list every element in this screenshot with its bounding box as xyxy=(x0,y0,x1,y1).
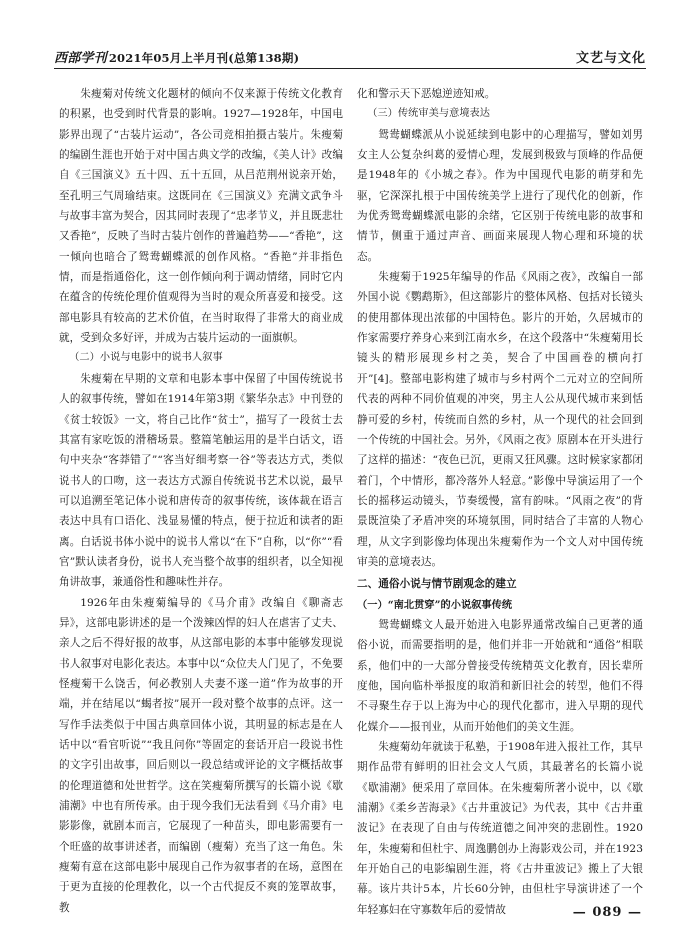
left-column xyxy=(59,84,343,918)
paragraph: 化和警示天下恶媳逆迹知戒。 xyxy=(357,88,496,100)
paragraph: 朱瘦菊在早期的文章和电影本事中保留了中国传统说书人的叙事传统，譬如在1914年第3期《繁华杂志》中刊登的《贫士较饭》一文，将自己比作“贫士”，描写了一段贫士去其富有家吃饭的滑稽场景。整篇笔触运用的是半白话文，语句中夹杂“客莽错了”“客当好细考察一谷”等表达方式，类似说书人的口吻，这一表达方式源自传统说书艺术以说，最早可以追溯至笔记体小说和唐传奇的叙事传统，该体裁在语言表达中具有口语化、浅显易懂的特点，便于拉近和读者的距离。白话说书体小说中的说书人常以“在下”自称，以“你”“看官”默认读者身份，说书人充当整个故事的组织者，以全知视角讲故事，兼通俗性和趣味性并存。 xyxy=(59,372,343,589)
paragraph: 鸳鸯蝴蝶派从小说延续到电影中的心理描写，譬如刘男女主人公复杂纠葛的爱情心理，发展到极致与顶峰的作品便是1948年的《小城之春》。作为中国现代电影的萌芽和先驱，它深深扎根于中国传统美学上进行了现代化的创新，作为优秀鸳鸯蝴蝶派电影的余绪，它区别于传统电影的故事和情节，侧重于通过声音、画面来展现人物心理和环境的状态。 xyxy=(357,128,643,263)
header-rule xyxy=(54,68,646,69)
subsection-heading: （三）传统审美与意境表达 xyxy=(367,108,491,120)
section-title: 文艺与文化 xyxy=(575,51,646,66)
subsection-heading: （一）“南北贯穿”的小说叙事传统 xyxy=(357,598,513,611)
subsection-heading: （二）小说与电影中的说书人叙事 xyxy=(69,352,223,364)
section-heading: 二、通俗小说与情节剧观念的建立 xyxy=(357,578,517,591)
paragraph: 朱瘦菊于1925年编导的作品《风雨之夜》，改编自一部外国小说《鹦鹉斯》，但这部影片的整体风格、包括对长镜头的使用都体现出浓郁的中国特色。影片的开始，久居城市的作家需要疗养身心来到江南水乡，在这个段落中“朱瘦菊用长镜头的精形展现乡村之美，契合了中国画卷的横向打开”[4]。整部电影构建了城市与乡村两个二元对立的空间所代表的两种不同价值观的冲突，男主人公从现代城市来到恬静可爱的乡村，传统而自然的乡村，从一个现代的社会回到一个传统的中国社会。另外，《风雨之夜》原剧本在开头进行了这样的描述：“夜色已沉，更雨又狂风骤。这时候家家都闭着门，个中情形，都冷落外人轻意。”影像中导演运用了一个长的摇移运动镜头，节奏缓慢，富有韵味。“风雨之夜”的背景既渲染了矛盾冲突的环境氛围，同时结合了丰富的人物心理，从文字到影像均体现出朱瘦菊作为一个文人对中国传统审美的意境表达。 xyxy=(357,271,643,568)
paragraph: 朱瘦菊幼年就读于私塾，于1908年进入报社工作，其早期作品带有鲜明的旧社会文人气质，其最著名的长篇小说《歇浦潮》便采用了章回体。在朱瘦菊所著小说中，以《歇浦潮》《柔乡苦海录》《古井重波记》为代表，其中《古井重波记》在表现了自由与传统道德之间冲突的悲剧性。1920年，朱瘦菊和但杜宇、周逸鹏创办上海影戏公司，并在1923年开始自己的电影编剧生涯，将《古井重波记》搬上了大银幕。该片共计5本，片长60分钟，由但杜宇导演讲述了一个年轻寡妇在守寡数年后的爱情故 xyxy=(357,741,643,916)
journal-masthead xyxy=(54,47,299,66)
paragraph: 鸳鸯蝴蝶文人最开始进入电影界通常改编自己更著的通俗小说，而需要指明的是，他们并非一开始就和“通俗”相联系，他们中的一大部分曾接受传统精英文化教育，因长辈所度他，国向临朴举报度的取消和新旧社会的转型，他们不得不寻聚生存于以上海为中心的现代化都市，进入早期的现代化媒介——报刊业，从而开始他们的美文生涯。 xyxy=(357,618,643,733)
paragraph: 1926年由朱瘦菊编导的《马介甫》改编自《聊斋志异》，这部电影讲述的是一个泼辣凶悍的妇人在虐害了丈夫、亲人之后不得好报的故事，从这部电影的本事中能够发现说书人叙事对电影化表达。本事中以“众位夫人门见了，不免要怪瘦菊干么饶舌，何必教别人夫妻不遂一道”作为故事的开端，并在结尾以“蝎者按”展开一段对整个故事的点评。这一写作手法类似于中国古典章回体小说，其明显的标志是在人话中以“看官听说”“我且问你”等固定的套话开启一段说书性的文字引出故事，回后则以一段总结或评论的文字概括故事的伦理道德和处世哲学。这在笑瘦菊所撰写的长篇小说《歇浦潮》中也有所传承。由于现今我们无法看到《马介甫》电影影像，就剧本而言，它展现了一种苗头，即电影需要有一个旺盛的故事讲述者，而编剧（瘦菊）充当了这一角色。朱瘦菊有意在这部电影中展现自己作为叙事者的在场，意图在于更为直接的伦理教化，以一个古代捉反不爽的笼罩故事，教 xyxy=(59,596,343,914)
right-column xyxy=(357,84,643,920)
page-number: — 089 — xyxy=(572,905,642,920)
journal-logo: 西部学刊 xyxy=(54,51,107,66)
issue-info: 2021年05月上半月刊(总第138期) xyxy=(108,51,300,65)
paragraph: 朱瘦菊对传统文化题材的倾向不仅来源于传统文化教育的积累，也受到时代背景的影响。1927—1928年，中国电影界出现了“古装片运动”，各公司竞相拍摄古装片。朱瘦菊的编剧生涯也开始于对中国古典文学的改编，《美人计》改编自《三国演义》五十四、五十五回，从吕范荆州说亲开始，至孔明三气周瑜结束。这既同在《三国演义》充满文武争斗与故事丰富为契合，因其同时表现了“忠孝节义，并且既悲壮又香艳”，反映了当时古装片创作的普遍趋势——“香艳”，这一倾向也暗合了鸳鸯蝴蝶派的创作风格。“香艳”并非指色情，而是指通俗化，这一创作倾向利于调动情绪，同时它内在蕴含的传统伦理价值观得为当时的观众所喜爱和接受。这部电影具有较高的艺术价值，在当时取得了非常大的商业成就，受到众多好评，并成为古装片运动的一面旗帜。 xyxy=(59,88,343,345)
page-header xyxy=(54,44,646,66)
